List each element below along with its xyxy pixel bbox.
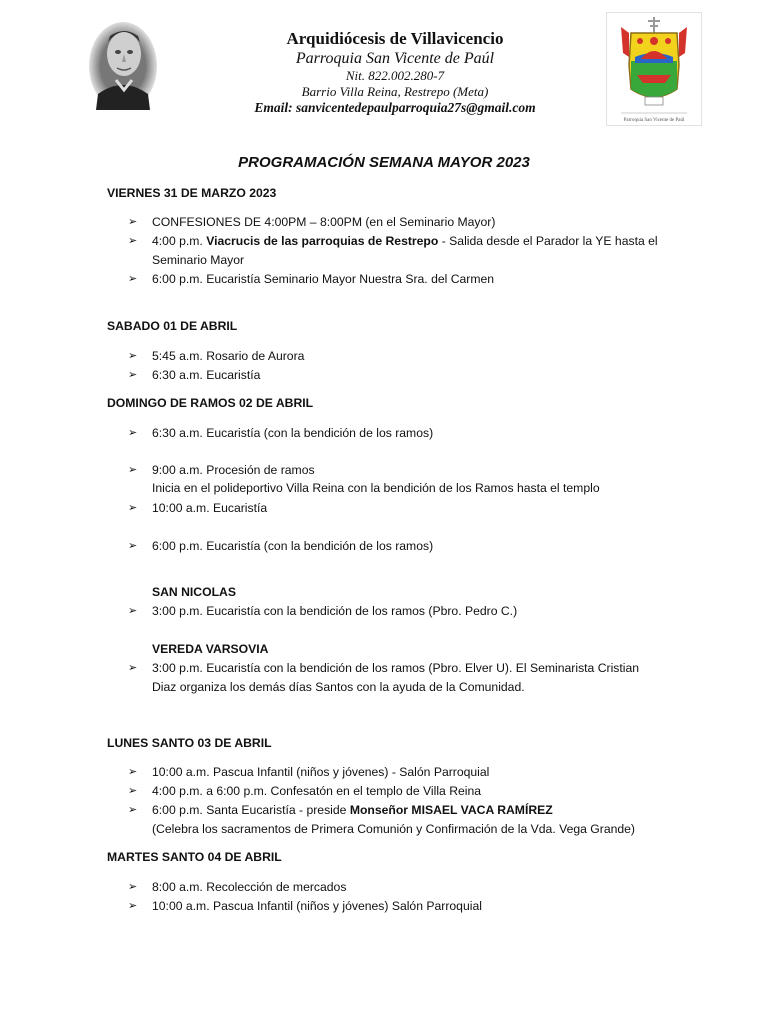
arrow-bullet-icon: ➢ — [128, 900, 138, 912]
document-title: PROGRAMACIÓN SEMANA MAYOR 2023 — [238, 154, 530, 171]
arrow-bullet-icon: ➢ — [128, 350, 138, 362]
parish-name: Parroquia San Vicente de Paúl — [295, 50, 495, 67]
arrow-bullet-icon: ➢ — [128, 502, 138, 514]
svg-text:Parroquia San Vicente de Paúl: Parroquia San Vicente de Paúl — [623, 118, 685, 123]
list-item — [128, 499, 688, 518]
item-text: 10:00 a.m. Eucaristía — [152, 501, 268, 515]
saint-portrait-image — [88, 14, 158, 110]
item-text: 4:00 p.m. a 6:00 p.m. Confesatón en el templo de Villa Reina — [152, 784, 482, 798]
list-item — [128, 232, 688, 270]
list-item — [128, 366, 688, 385]
list-item — [128, 602, 688, 621]
item-text: 6:00 p.m. Eucaristía (con la bendición de los ramos) — [152, 539, 434, 553]
arrow-bullet-icon: ➢ — [128, 540, 138, 552]
address: Barrio Villa Reina, Restrepo (Meta) — [301, 84, 489, 99]
subheading-san-nicolas: SAN NICOLAS — [152, 585, 236, 599]
list-item — [128, 213, 688, 232]
item-text: 9:00 a.m. Procesión de ramos — [152, 463, 315, 477]
arrow-bullet-icon: ➢ — [128, 464, 138, 476]
arrow-bullet-icon: ➢ — [128, 785, 138, 797]
item-continuation: Inicia en el polideportivo Villa Reina con la bendición de los Ramos hasta el templo — [152, 481, 600, 495]
arrow-bullet-icon: ➢ — [128, 273, 138, 285]
subheading-vereda-varsovia: VEREDA VARSOVIA — [152, 642, 269, 656]
list-item — [128, 801, 688, 839]
day-heading-martes: MARTES SANTO 04 DE ABRIL — [107, 850, 282, 864]
list-item — [128, 461, 688, 480]
arrow-bullet-icon: ➢ — [128, 804, 138, 816]
day-heading-viernes: VIERNES 31 DE MARZO 2023 — [107, 186, 277, 200]
item-text: 3:00 p.m. Eucaristía con la bendición de los ramos (Pbro. Elver U). El Seminarista Cristian Diaz organiza los demás días Santos con la ayuda de la Comunidad. — [152, 661, 640, 694]
day-heading-lunes: LUNES SANTO 03 DE ABRIL — [107, 736, 272, 750]
arrow-bullet-icon: ➢ — [128, 235, 138, 247]
item-text: 6:30 a.m. Eucaristía (con la bendición de los ramos) — [152, 426, 434, 440]
letterhead — [0, 0, 768, 140]
list-item — [128, 537, 688, 556]
item-text: 6:00 p.m. Eucaristía Seminario Mayor Nuestra Sra. del Carmen — [152, 272, 495, 286]
arrow-bullet-icon: ➢ — [128, 605, 138, 617]
list-item — [128, 659, 688, 697]
item-text: 5:45 a.m. Rosario de Aurora — [152, 349, 305, 363]
item-text: 3:00 p.m. Eucaristía con la bendición de los ramos (Pbro. Pedro C.) — [152, 604, 518, 618]
email: Email: sanvicentedepaulparroquia27s@gmail.com — [254, 100, 536, 115]
list-item — [128, 897, 688, 916]
parish-crest-logo — [606, 12, 702, 126]
tax-id: Nit. 822.002.280-7 — [345, 68, 445, 83]
day-heading-domingo: DOMINGO DE RAMOS 02 DE ABRIL — [107, 396, 314, 410]
arrow-bullet-icon: ➢ — [128, 216, 138, 228]
item-text: 10:00 a.m. Pascua Infantil (niños y jóvenes) Salón Parroquial — [152, 899, 482, 913]
item-text: 6:30 a.m. Eucaristía — [152, 368, 261, 382]
arrow-bullet-icon: ➢ — [128, 427, 138, 439]
day-heading-sabado: SABADO 01 DE ABRIL — [107, 319, 238, 333]
item-text: 4:00 p.m. Viacrucis de las parroquias de Restrepo - Salida desde el Parador la YE hasta el Seminario Mayor — [152, 234, 658, 267]
list-item — [128, 782, 688, 801]
arrow-bullet-icon: ➢ — [128, 369, 138, 381]
item-text: 6:00 p.m. Santa Eucaristía - preside Monseñor MISAEL VACA RAMÍREZ (Celebra los sacramentos de Primera Comunión y Confirmación de la Vda. Vega Grande) — [152, 803, 635, 836]
arrow-bullet-icon: ➢ — [128, 881, 138, 893]
item-text: CONFESIONES DE 4:00PM – 8:00PM (en el Seminario Mayor) — [152, 215, 496, 229]
list-item — [128, 878, 688, 897]
item-text: 8:00 a.m. Recolección de mercados — [152, 880, 347, 894]
list-item — [128, 763, 688, 782]
list-item — [128, 347, 688, 366]
list-item — [128, 424, 688, 443]
arrow-bullet-icon: ➢ — [128, 766, 138, 778]
arrow-bullet-icon: ➢ — [128, 662, 138, 674]
list-item — [128, 270, 688, 289]
archdiocese-name: Arquidiócesis de Villavicencio — [286, 29, 504, 48]
item-text: 10:00 a.m. Pascua Infantil (niños y jóvenes) - Salón Parroquial — [152, 765, 490, 779]
